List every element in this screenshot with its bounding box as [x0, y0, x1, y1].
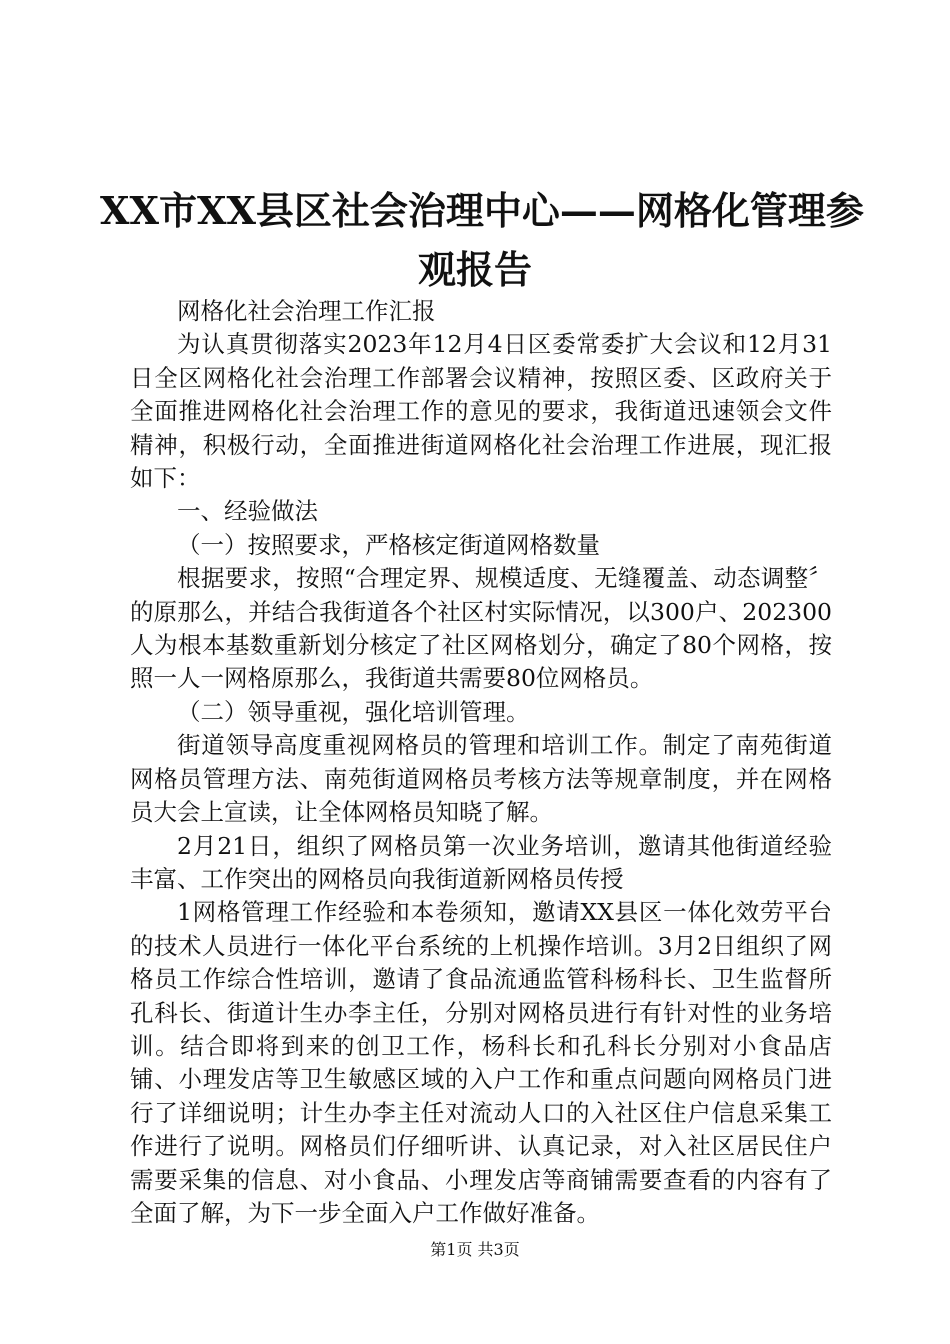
page-footer: 第1页 共3页	[430, 1240, 520, 1259]
document-title-line-1: XX市XX县区社会治理中心——网格化管理参	[100, 188, 864, 233]
paragraph: 1网格管理工作经验和本卷须知，邀请XX县区一体化效劳平台的技术人员进行一体化平台系统的上机操作培训。3月2日组织了网格员工作综合性培训，邀请了食品流通监管科杨科长、卫生监督所孔科长、街道计生办李主任，分别对网格员进行有针对性的业务培训。结合即将到来的创卫工作，杨科长和孔科长分别对小食品店铺、小理发店等卫生敏感区域的入户工作和重点问题向网格员门进行了详细说明；计生办李主任对流动人口的入社区住户信息采集工作进行了说明。网格员们仔细听讲、认真记录，对入社区居民住户需要采集的信息、对小食品、小理发店等商铺需要查看的内容有了全面了解，为下一步全面入户工作做好准备。	[130, 898, 832, 1227]
paragraph: 根据要求，按照“合理定界、规模适度、无缝覆盖、动态调整〞的原那么，并结合我街道各个社区村实际情况，以300户、202300人为根本基数重新划分核定了社区网格划分，确定了80个网格，按照一人一网格原那么，我街道共需要80位网格员。	[130, 564, 832, 693]
paragraph: 街道领导高度重视网格员的管理和培训工作。制定了南苑街道网格员管理方法、南苑街道网格员考核方法等规章制度，并在网格员大会上宣读，让全体网格员知晓了解。	[130, 731, 832, 827]
document-title-line-2: 观报告	[417, 247, 532, 292]
subsection-heading: （二）领导重视，强化培训管理。	[177, 697, 530, 726]
section-heading: 一、经验做法	[177, 497, 318, 526]
document-body	[130, 295, 832, 1230]
subsection-heading: （一）按照要求，严格核定街道网格数量	[177, 530, 600, 559]
paragraph: 2月21日，组织了网格员第一次业务培训，邀请其他街道经验丰富、工作突出的网格员向我街道新网格员传授	[130, 831, 832, 893]
section-heading: 网格化社会治理工作汇报	[177, 297, 436, 325]
paragraph: 为认真贯彻落实2023年12月4日区委常委扩大会议和12月31日全区网格化社会治理工作部署会议精神，按照区委、区政府关于全面推进网格化社会治理工作的意见的要求，我街道迅速领会文件精神，积极行动，全面推进街道网格化社会治理工作进展，现汇报如下：	[130, 330, 832, 493]
